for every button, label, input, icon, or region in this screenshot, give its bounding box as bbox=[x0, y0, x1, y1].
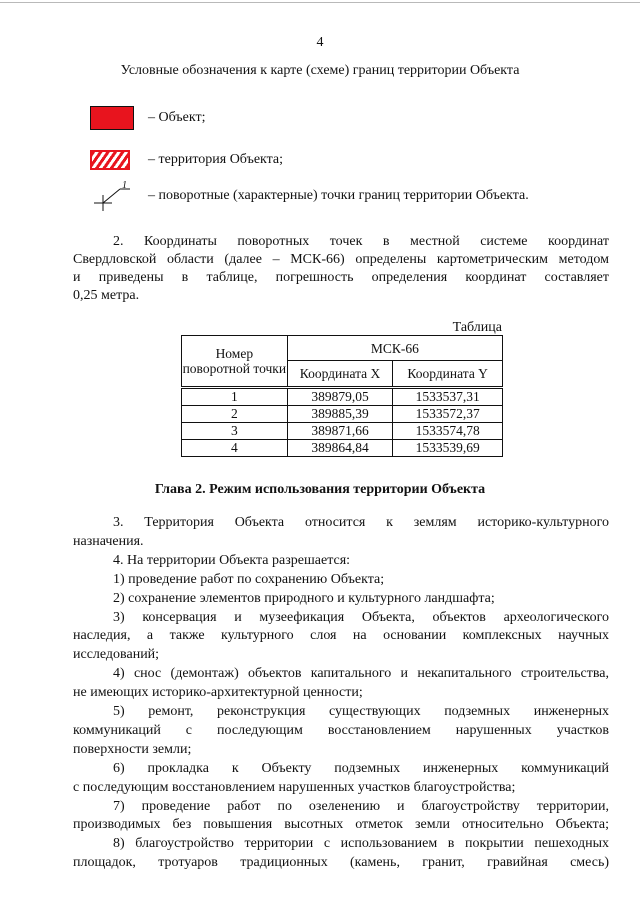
body-line: площадок, тротуаров традиционных (камень, гранит, гравийная смесь) bbox=[73, 855, 609, 871]
paragraph-line: 2. Координаты поворотных точек в местной системе координат bbox=[113, 234, 609, 249]
body-line: 7) проведение работ по озеленению и благоустройству территории, bbox=[113, 798, 609, 814]
body-line: с последующим восстановлением нарушенных участков благоустройства; bbox=[73, 779, 516, 795]
body-line: коммуникаций с последующим восстановлением нарушенных участков bbox=[73, 722, 609, 738]
body-line: 3) консервация и музеефикация Объекта, объектов археологического bbox=[113, 609, 609, 625]
coordinates-table bbox=[181, 335, 503, 457]
cell-coord-x: 389864,84 bbox=[287, 440, 393, 457]
table-caption: Таблица bbox=[452, 320, 502, 335]
cell-coord-x: 389879,05 bbox=[287, 388, 393, 406]
header-system: МСК-66 bbox=[287, 336, 502, 361]
body-line: 3. Территория Объекта относится к землям историко-культурного bbox=[113, 515, 609, 530]
cell-coord-y: 1533574,78 bbox=[393, 423, 503, 440]
body-line: поверхности земли; bbox=[73, 741, 192, 757]
turning-point-label: 1 bbox=[122, 181, 127, 191]
header-coord-x: Координата X bbox=[287, 361, 393, 388]
table-row bbox=[182, 440, 503, 457]
body-line: производимых без повышения высотных отметок земли относительно Объекта; bbox=[73, 817, 609, 833]
body-line: 4) снос (демонтаж) объектов капитального и некапитального строительства, bbox=[113, 666, 609, 682]
cell-coord-y: 1533572,37 bbox=[393, 406, 503, 423]
turning-point-marker-icon bbox=[90, 181, 134, 211]
body-line: исследований; bbox=[73, 647, 160, 663]
legend-item-label: – поворотные (характерные) точки границ территории Объекта. bbox=[148, 188, 529, 203]
body-line: 6) прокладка к Объекту подземных инженерных коммуникаций bbox=[113, 760, 609, 776]
object-solid-swatch-icon bbox=[90, 106, 134, 130]
body-line: 4. На территории Объекта разрешается: bbox=[113, 552, 351, 568]
paragraph-line: Свердловской области (далее – МСК-66) определены картометрическим методом bbox=[73, 252, 609, 267]
legend-item-object bbox=[90, 106, 206, 130]
header-coord-y: Координата Y bbox=[393, 361, 503, 388]
cell-point-number: 3 bbox=[182, 423, 288, 440]
legend-title: Условные обозначения к карте (схеме) границ территории Объекта bbox=[120, 63, 520, 78]
legend-item-turning-points bbox=[90, 181, 529, 208]
cell-coord-y: 1533537,31 bbox=[393, 388, 503, 406]
scan-edge-line bbox=[0, 2, 640, 3]
cell-coord-x: 389885,39 bbox=[287, 406, 393, 423]
page-number: 4 bbox=[316, 35, 324, 50]
body-line: назначения. bbox=[73, 533, 144, 549]
table-row bbox=[182, 406, 503, 423]
table-row bbox=[182, 423, 503, 440]
cell-coord-y: 1533539,69 bbox=[393, 440, 503, 457]
body-line: 1) проведение работ по сохранению Объекта; bbox=[113, 571, 385, 587]
body-line: 8) благоустройство территории с использованием в покрытии пешеходных bbox=[113, 836, 609, 852]
legend-item-label: – территория Объекта; bbox=[148, 152, 284, 167]
body-line: наследия, а также культурного слоя на основании комплексных научных bbox=[73, 628, 609, 644]
territory-hatch-swatch-icon bbox=[90, 150, 130, 170]
paragraph-coordinates bbox=[73, 233, 609, 305]
body-line: 2) сохранение элементов природного и культурного ландшафта; bbox=[113, 590, 495, 606]
chapter-title: Глава 2. Режим использования территории Объекта bbox=[154, 482, 486, 497]
cell-point-number: 4 bbox=[182, 440, 288, 457]
body-line: не имеющих историко-архитектурной ценности; bbox=[73, 685, 363, 701]
cell-point-number: 2 bbox=[182, 406, 288, 423]
body-line: 5) ремонт, реконструкция существующих подземных инженерных bbox=[113, 704, 609, 719]
header-point-number: Номер поворотной точки bbox=[182, 336, 288, 388]
cell-coord-x: 389871,66 bbox=[287, 423, 393, 440]
cell-point-number: 1 bbox=[182, 388, 288, 406]
legend-item-territory bbox=[90, 148, 284, 172]
table-row bbox=[182, 388, 503, 406]
legend-item-label: – Объект; bbox=[148, 110, 206, 125]
paragraph-line: 0,25 метра. bbox=[73, 288, 140, 303]
paragraph-line: и приведены в таблице, погрешность определения координат составляет bbox=[73, 270, 609, 285]
